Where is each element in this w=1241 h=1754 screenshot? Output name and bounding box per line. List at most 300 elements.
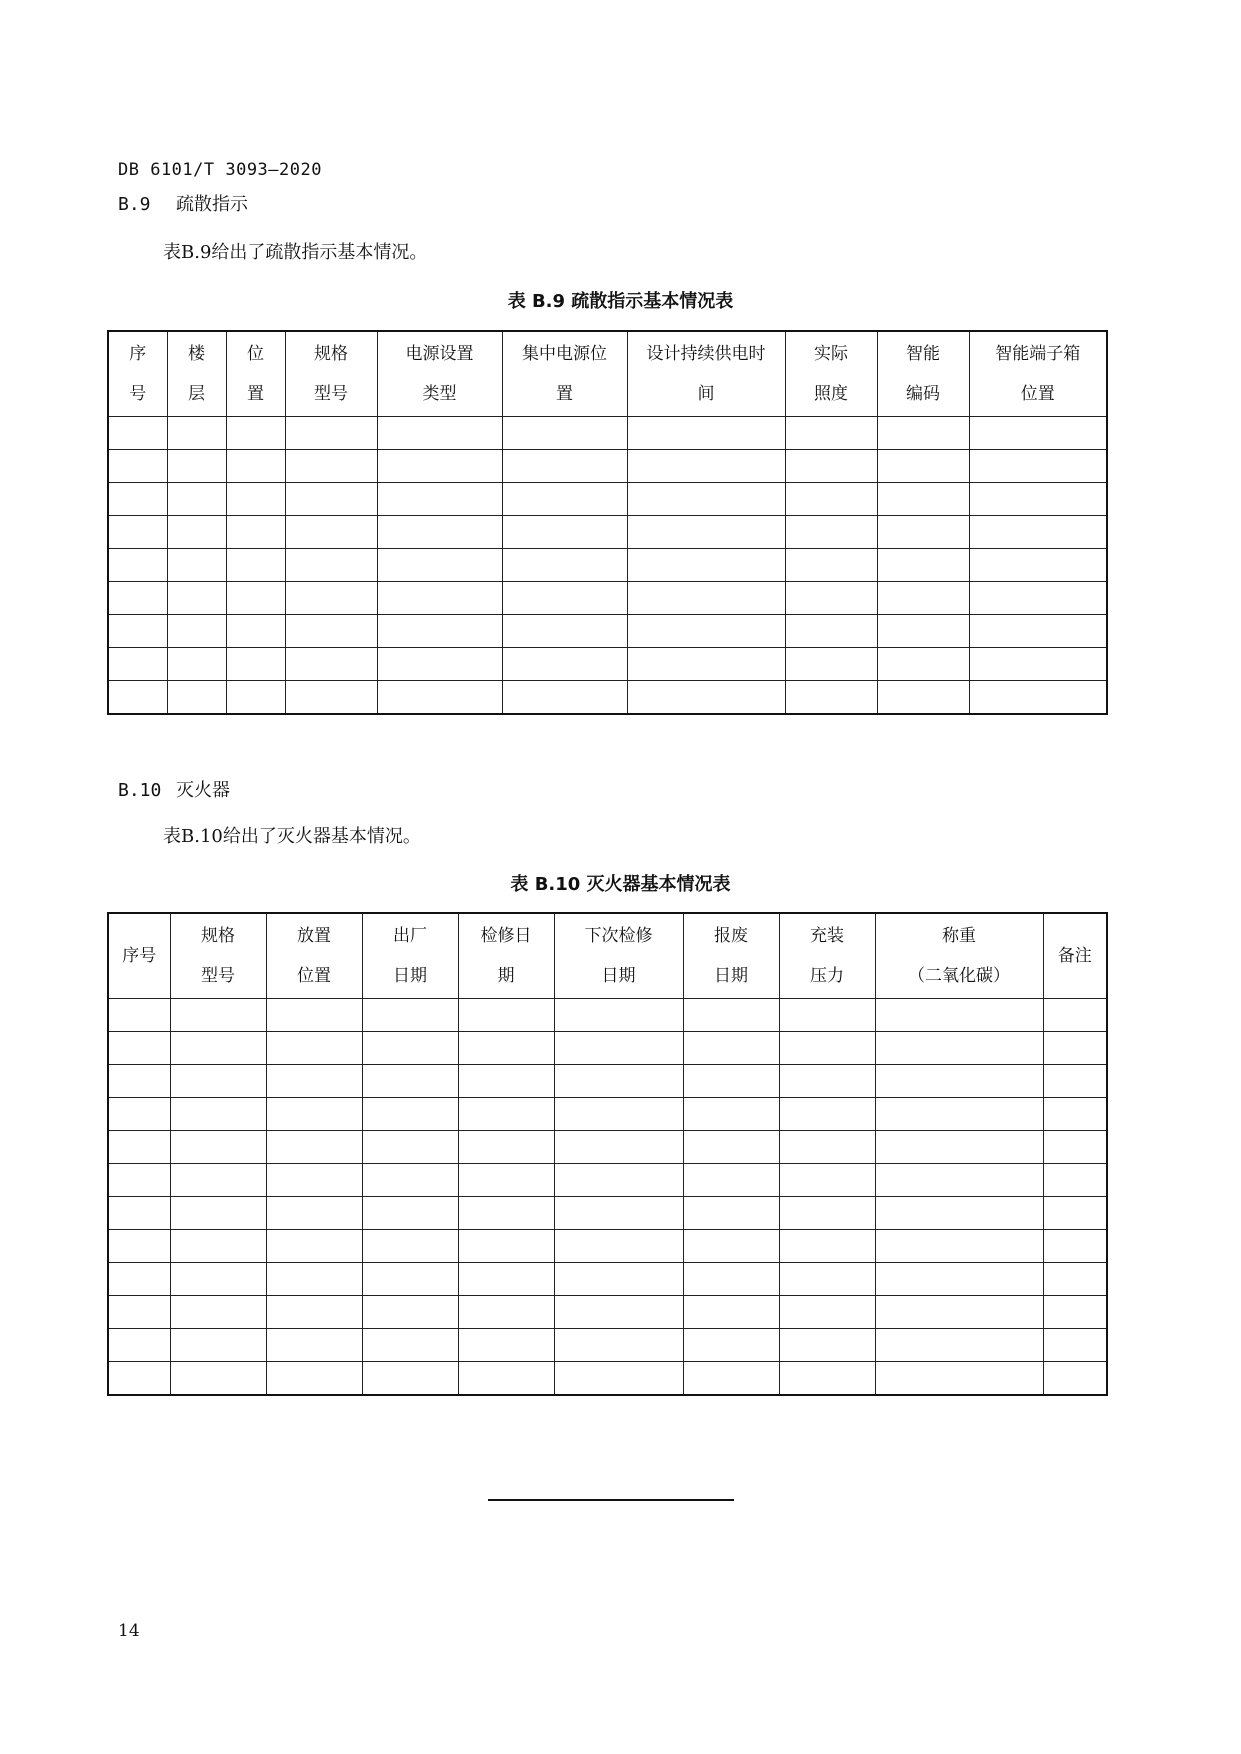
column-header <box>226 331 285 417</box>
header-line2: 照度 <box>814 384 848 404</box>
table-cell <box>108 1065 170 1098</box>
table-cell <box>362 1263 458 1296</box>
table-cell <box>875 1164 1043 1197</box>
table-cell <box>554 1164 683 1197</box>
table-cell <box>779 1263 875 1296</box>
table-cell <box>502 648 627 681</box>
section-heading-b9 <box>118 190 248 216</box>
table-cell <box>875 1032 1043 1065</box>
table-cell <box>226 450 285 483</box>
table-cell <box>683 1131 779 1164</box>
table-row <box>108 483 1107 516</box>
table-cell <box>554 999 683 1032</box>
table-cell <box>554 1296 683 1329</box>
table-cell <box>108 1098 170 1131</box>
table-cell <box>167 681 226 715</box>
table-row <box>108 1263 1107 1296</box>
table-cell <box>362 1065 458 1098</box>
fire-extinguisher-table <box>107 912 1108 1396</box>
table-cell <box>377 549 502 582</box>
header-line2: 压力 <box>810 966 844 986</box>
table-cell <box>554 1098 683 1131</box>
header-line1: 备注 <box>1057 946 1092 966</box>
table-cell <box>108 582 167 615</box>
table-cell <box>683 1197 779 1230</box>
table-row <box>108 999 1107 1032</box>
table-cell <box>266 1329 362 1362</box>
table-cell <box>170 1362 266 1396</box>
column-header <box>875 913 1043 999</box>
table-cell <box>458 1131 554 1164</box>
table-cell <box>969 417 1107 450</box>
header-line1: 称重 <box>942 926 976 946</box>
table-cell <box>458 1230 554 1263</box>
table-row <box>108 648 1107 681</box>
table-cell <box>683 1329 779 1362</box>
table-header-row <box>108 331 1107 417</box>
table-cell <box>875 1329 1043 1362</box>
table-cell <box>108 1263 170 1296</box>
table-cell <box>377 582 502 615</box>
table-cell <box>875 1197 1043 1230</box>
end-rule <box>488 1499 734 1501</box>
table-cell <box>1043 1362 1107 1396</box>
table-cell <box>108 450 167 483</box>
table-cell <box>377 681 502 715</box>
column-header <box>170 913 266 999</box>
column-header <box>683 913 779 999</box>
table-cell <box>285 516 377 549</box>
table-cell <box>167 615 226 648</box>
table-cell <box>877 681 969 715</box>
header-line2: 型号 <box>314 384 348 404</box>
section-title: 疏散指示 <box>176 194 248 215</box>
table-cell <box>554 1230 683 1263</box>
header-line2: 日期 <box>601 966 636 986</box>
table-row <box>108 1230 1107 1263</box>
table-cell <box>266 1164 362 1197</box>
table-cell <box>627 450 785 483</box>
table-cell <box>170 1197 266 1230</box>
table-cell <box>969 483 1107 516</box>
table-cell <box>285 549 377 582</box>
header-line1: 下次检修 <box>584 926 653 946</box>
table-cell <box>969 648 1107 681</box>
table-row <box>108 1197 1107 1230</box>
header-line1: 检修日 <box>480 926 532 946</box>
header-line2: 型号 <box>201 966 235 986</box>
table-cell <box>226 648 285 681</box>
table-cell <box>108 999 170 1032</box>
table-cell <box>266 1362 362 1396</box>
table-cell <box>969 615 1107 648</box>
table-cell <box>362 1197 458 1230</box>
column-header <box>377 331 502 417</box>
table-cell <box>683 1263 779 1296</box>
table-cell <box>779 1164 875 1197</box>
table-cell <box>875 1362 1043 1396</box>
table-row <box>108 417 1107 450</box>
column-header <box>1043 913 1107 999</box>
table-cell <box>1043 1131 1107 1164</box>
header-line2: 位置 <box>1020 384 1055 404</box>
table-cell <box>683 999 779 1032</box>
table-cell <box>779 1362 875 1396</box>
table-cell <box>377 516 502 549</box>
table-cell <box>362 1296 458 1329</box>
table-cell <box>362 1098 458 1131</box>
table-cell <box>627 615 785 648</box>
table-cell <box>266 1263 362 1296</box>
table-cell <box>167 648 226 681</box>
table-cell <box>502 549 627 582</box>
table-cell <box>779 999 875 1032</box>
table-cell <box>170 1164 266 1197</box>
table-cell <box>226 549 285 582</box>
table-cell <box>683 1164 779 1197</box>
table-cell <box>167 582 226 615</box>
table-cell <box>779 1098 875 1131</box>
table-cell <box>108 1296 170 1329</box>
table-cell <box>554 1065 683 1098</box>
table-cell <box>554 1263 683 1296</box>
table-row <box>108 549 1107 582</box>
table-cell <box>108 1329 170 1362</box>
table-cell <box>1043 1263 1107 1296</box>
table-cell <box>969 516 1107 549</box>
table-cell <box>1043 1098 1107 1131</box>
header-line1: 序 <box>129 344 147 364</box>
header-line1: 规格 <box>201 926 235 946</box>
table-row <box>108 516 1107 549</box>
section-heading-b10 <box>118 776 230 802</box>
table-cell <box>785 450 877 483</box>
table-cell <box>502 483 627 516</box>
column-header <box>785 331 877 417</box>
table-cell <box>779 1065 875 1098</box>
table-cell <box>285 681 377 715</box>
table-cell <box>779 1032 875 1065</box>
table-row <box>108 1032 1107 1065</box>
table-cell <box>226 483 285 516</box>
table-cell <box>108 417 167 450</box>
header-line1: 出厂 <box>393 926 427 946</box>
table-cell <box>170 1065 266 1098</box>
table-cell <box>502 417 627 450</box>
table-cell <box>785 549 877 582</box>
table-cell <box>285 450 377 483</box>
table-cell <box>969 582 1107 615</box>
table-cell <box>266 1032 362 1065</box>
table-cell <box>875 1065 1043 1098</box>
table-cell <box>877 516 969 549</box>
header-line1: 智能 <box>906 344 940 364</box>
table-cell <box>683 1032 779 1065</box>
table-cell <box>170 999 266 1032</box>
table-cell <box>875 1098 1043 1131</box>
table-cell <box>554 1362 683 1396</box>
table-cell <box>167 417 226 450</box>
header-line2: 层 <box>188 384 205 404</box>
table-cell <box>875 1296 1043 1329</box>
table-header-row <box>108 913 1107 999</box>
header-line2: 日期 <box>393 966 427 986</box>
header-line1: 放置 <box>297 926 331 946</box>
table-cell <box>1043 1164 1107 1197</box>
table-cell <box>458 1263 554 1296</box>
column-header <box>627 331 785 417</box>
table-cell <box>108 648 167 681</box>
column-header <box>969 331 1107 417</box>
header-line2: 位置 <box>297 966 331 986</box>
table-cell <box>785 681 877 715</box>
table-cell <box>226 681 285 715</box>
table-cell <box>266 1131 362 1164</box>
table-cell <box>1043 1197 1107 1230</box>
table-row <box>108 450 1107 483</box>
column-header <box>877 331 969 417</box>
table-cell <box>167 549 226 582</box>
table-cell <box>875 999 1043 1032</box>
table-cell <box>458 1296 554 1329</box>
table-cell <box>877 582 969 615</box>
table-cell <box>554 1032 683 1065</box>
column-header <box>779 913 875 999</box>
table-cell <box>877 549 969 582</box>
table-cell <box>170 1329 266 1362</box>
table-cell <box>877 615 969 648</box>
table-cell <box>779 1197 875 1230</box>
table-row <box>108 1296 1107 1329</box>
table-cell <box>167 483 226 516</box>
table-cell <box>877 648 969 681</box>
table-cell <box>458 1065 554 1098</box>
table-cell <box>285 648 377 681</box>
table-cell <box>285 582 377 615</box>
header-line1: 规格 <box>314 344 348 364</box>
table-cell <box>377 648 502 681</box>
header-line2: 置 <box>556 384 573 404</box>
header-line2: 间 <box>697 384 715 404</box>
table-cell <box>362 1329 458 1362</box>
table-cell <box>875 1263 1043 1296</box>
header-line2: 类型 <box>422 384 457 404</box>
table-cell <box>167 450 226 483</box>
table-cell <box>362 1230 458 1263</box>
table-cell <box>226 615 285 648</box>
table-cell <box>170 1230 266 1263</box>
table-cell <box>969 681 1107 715</box>
header-line2: 期 <box>497 966 515 986</box>
table-cell <box>779 1230 875 1263</box>
header-line2: 编码 <box>906 384 940 404</box>
table-row <box>108 1329 1107 1362</box>
table-cell <box>377 450 502 483</box>
table-cell <box>779 1296 875 1329</box>
table-cell <box>1043 1329 1107 1362</box>
table-cell <box>362 1362 458 1396</box>
table-row <box>108 1098 1107 1131</box>
table-cell <box>627 483 785 516</box>
table-row <box>108 681 1107 715</box>
table-cell <box>108 483 167 516</box>
header-line1: 智能端子箱 <box>995 344 1081 364</box>
table-cell <box>627 516 785 549</box>
table-cell <box>969 450 1107 483</box>
header-line1: 实际 <box>814 344 848 364</box>
header-line2: 置 <box>247 384 264 404</box>
header-line1: 报废 <box>714 926 748 946</box>
table-cell <box>458 999 554 1032</box>
table-cell <box>1043 1296 1107 1329</box>
table-cell <box>785 417 877 450</box>
table-cell <box>877 417 969 450</box>
header-line1: 位 <box>247 344 264 364</box>
column-header <box>285 331 377 417</box>
evacuation-sign-table <box>107 330 1108 715</box>
table-cell <box>266 1230 362 1263</box>
table-cell <box>683 1362 779 1396</box>
table-cell <box>167 516 226 549</box>
header-line1: 电源设置 <box>405 344 474 364</box>
table-cell <box>627 417 785 450</box>
table-cell <box>502 615 627 648</box>
table-cell <box>266 1296 362 1329</box>
table-cell <box>458 1032 554 1065</box>
table-cell <box>875 1131 1043 1164</box>
table-cell <box>627 582 785 615</box>
table-cell <box>108 1362 170 1396</box>
table-cell <box>362 1164 458 1197</box>
column-header <box>554 913 683 999</box>
section-number: B.9 <box>118 194 151 215</box>
table-cell <box>458 1329 554 1362</box>
column-header <box>167 331 226 417</box>
header-line1: 序号 <box>122 946 157 966</box>
header-line2: 日期 <box>714 966 748 986</box>
table-cell <box>785 483 877 516</box>
table-cell <box>969 549 1107 582</box>
table-cell <box>554 1329 683 1362</box>
table-cell <box>627 681 785 715</box>
table-cell <box>502 516 627 549</box>
section-title: 灭火器 <box>176 780 230 801</box>
table-cell <box>285 483 377 516</box>
table-cell <box>170 1296 266 1329</box>
table-cell <box>683 1065 779 1098</box>
table-cell <box>108 1032 170 1065</box>
table-cell <box>785 516 877 549</box>
table-cell <box>226 417 285 450</box>
table-cell <box>266 1065 362 1098</box>
table-cell <box>108 1197 170 1230</box>
header-line1: 集中电源位 <box>522 344 607 364</box>
table-row <box>108 1131 1107 1164</box>
table-cell <box>554 1131 683 1164</box>
table-cell <box>170 1032 266 1065</box>
table-cell <box>779 1329 875 1362</box>
header-line1: 充装 <box>810 926 844 946</box>
table-cell <box>785 615 877 648</box>
table-cell <box>108 549 167 582</box>
table-cell <box>108 1131 170 1164</box>
table-cell <box>362 1131 458 1164</box>
table-cell <box>877 483 969 516</box>
table-cell <box>170 1131 266 1164</box>
table-cell <box>458 1362 554 1396</box>
table-cell <box>779 1131 875 1164</box>
table-cell <box>108 1164 170 1197</box>
table-cell <box>683 1098 779 1131</box>
table-cell <box>627 648 785 681</box>
intro-paragraph-b9: 表B.9给出了疏散指示基本情况。 <box>163 242 428 263</box>
column-header <box>362 913 458 999</box>
table-cell <box>1043 1230 1107 1263</box>
table-cell <box>108 1230 170 1263</box>
table-cell <box>458 1098 554 1131</box>
table-cell <box>226 516 285 549</box>
table-row <box>108 1362 1107 1396</box>
table-cell <box>1043 1065 1107 1098</box>
header-line1: 设计持续供电时 <box>646 344 766 364</box>
column-header <box>502 331 627 417</box>
table-cell <box>502 582 627 615</box>
table-cell <box>108 681 167 715</box>
table-row <box>108 582 1107 615</box>
table-caption-b10: 表 B.10 灭火器基本情况表 <box>510 874 731 895</box>
table-cell <box>785 582 877 615</box>
table-cell <box>627 549 785 582</box>
table-cell <box>362 1032 458 1065</box>
table-cell <box>377 483 502 516</box>
table-cell <box>266 1098 362 1131</box>
table-cell <box>502 681 627 715</box>
table-cell <box>266 1197 362 1230</box>
page-number: 14 <box>118 1621 140 1641</box>
column-header <box>266 913 362 999</box>
section-number: B.10 <box>118 780 162 801</box>
table-cell <box>683 1296 779 1329</box>
column-header <box>458 913 554 999</box>
table-cell <box>1043 1032 1107 1065</box>
column-header <box>108 913 170 999</box>
table-row <box>108 615 1107 648</box>
table-cell <box>1043 999 1107 1032</box>
table-cell <box>285 417 377 450</box>
header-line2: （二氧化碳） <box>908 966 1010 986</box>
intro-paragraph-b10: 表B.10给出了灭火器基本情况。 <box>163 826 421 847</box>
table-row <box>108 1164 1107 1197</box>
table-cell <box>877 450 969 483</box>
table-cell <box>285 615 377 648</box>
table-cell <box>266 999 362 1032</box>
column-header <box>108 331 167 417</box>
header-line1: 楼 <box>188 344 205 364</box>
table-caption-b9: 表 B.9 疏散指示基本情况表 <box>507 291 734 312</box>
table-cell <box>458 1197 554 1230</box>
table-cell <box>875 1230 1043 1263</box>
header-line2: 号 <box>129 384 147 404</box>
document-id: DB 6101/T 3093—2020 <box>118 160 322 180</box>
table-cell <box>377 417 502 450</box>
table-cell <box>502 450 627 483</box>
table-cell <box>108 615 167 648</box>
table-cell <box>683 1230 779 1263</box>
table-cell <box>108 516 167 549</box>
table-row <box>108 1065 1107 1098</box>
table-cell <box>170 1263 266 1296</box>
table-cell <box>785 648 877 681</box>
